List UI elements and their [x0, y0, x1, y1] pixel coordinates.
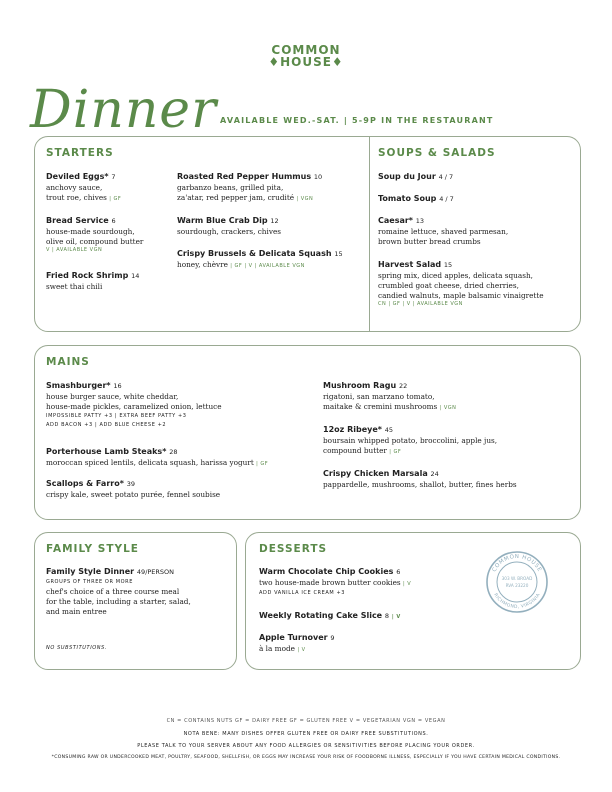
menu-item [323, 468, 573, 490]
mains-heading: MAINS [46, 356, 90, 368]
item-tags: | GF [256, 461, 269, 467]
item-price: 9 [330, 634, 335, 642]
item-desc: crumbled goat cheese, dried cherries, [378, 281, 519, 290]
item-note: GROUPS OF THREE OR MORE [46, 579, 134, 585]
item-price: 24 [430, 470, 439, 478]
item-name: Bread Service [46, 216, 109, 225]
item-price: 4 / 7 [439, 195, 454, 203]
item-tags: | VGN [296, 196, 314, 202]
item-price: 13 [415, 217, 425, 225]
item-desc: sourdough, crackers, chives [177, 227, 282, 236]
no-substitutions-note: NO SUBSTITUTIONS. [46, 645, 108, 651]
item-price: 39 [126, 480, 135, 488]
menu-item [46, 478, 316, 500]
item-tags: | V [391, 614, 401, 620]
item-name: Scallops & Farro* [46, 479, 124, 488]
starters-heading: STARTERS [46, 147, 114, 159]
mains-panel [34, 345, 581, 520]
item-desc: moroccan spiced lentils, delicata squash, harissa yogurt [46, 458, 254, 467]
stamp-inner-2: RVA 23220 [505, 583, 529, 588]
item-price: 12 [270, 217, 279, 225]
menu-item [46, 566, 231, 617]
item-name: Apple Turnover [259, 633, 328, 642]
item-desc: for the table, including a starter, salad, [46, 597, 191, 606]
item-tags: | GF [109, 196, 122, 202]
item-tags: | VGN [439, 405, 457, 411]
item-desc: house-made sourdough, [46, 227, 135, 236]
item-price: 14 [131, 272, 140, 280]
item-desc: brown butter bread crumbs [378, 237, 481, 246]
item-name: Crispy Brussels & Delicata Squash [177, 249, 332, 258]
item-desc: house-made pickles, caramelized onion, lettuce [46, 402, 222, 411]
item-desc: sweet thai chili [46, 282, 103, 291]
item-name: Porterhouse Lamb Steaks* [46, 447, 167, 456]
item-desc: za'atar, red pepper jam, crudité [177, 193, 295, 202]
menu-item [378, 193, 568, 205]
logo-line-1: COMMON [271, 43, 341, 57]
item-addon: ADD BACON +3 | ADD BLUE CHEESE +2 [46, 422, 167, 428]
item-price: 4 / 7 [438, 173, 454, 181]
item-desc: pappardelle, mushrooms, shallot, butter, fines herbs [323, 480, 517, 489]
item-name: Warm Blue Crab Dip [177, 216, 268, 225]
item-desc: anchovy sauce, [46, 183, 103, 192]
item-tags: CN | GF | V | AVAILABLE VGN [378, 301, 463, 307]
item-price: 15 [443, 261, 453, 269]
panel-divider [369, 137, 370, 331]
item-name: Soup du Jour [378, 172, 436, 181]
stamp-inner-1: 303 W. BROAD [501, 576, 533, 581]
item-desc: house burger sauce, white cheddar, [46, 392, 179, 401]
item-name: Warm Chocolate Chip Cookies [259, 567, 394, 576]
item-name: Smashburger* [46, 381, 111, 390]
item-desc: à la mode [259, 644, 295, 653]
item-price: 45 [384, 426, 394, 434]
item-desc: crispy kale, sweet potato purée, fennel soubise [46, 490, 221, 499]
item-name: 12oz Ribeye* [323, 425, 382, 434]
item-name: Deviled Eggs* [46, 172, 109, 181]
item-desc: maitake & cremini mushrooms [323, 402, 438, 411]
stamp-top-text: COMMON HOUSE [491, 553, 543, 574]
item-desc: chef's choice of a three course meal [46, 587, 180, 596]
item-name: Caesar* [378, 216, 413, 225]
starters-soups-panel [34, 136, 581, 332]
item-tags: | V [297, 647, 306, 653]
item-price: 7 [111, 173, 116, 181]
menu-item [378, 215, 568, 247]
item-tags: | GF | V | AVAILABLE VGN [230, 263, 305, 269]
item-tags: | V [403, 581, 412, 587]
soups-heading: SOUPS & SALADS [378, 147, 496, 159]
item-name: Tomato Soup [378, 194, 437, 203]
item-price: 15 [334, 250, 343, 258]
item-price: 28 [169, 448, 178, 456]
page-title: Dinner [30, 80, 217, 140]
menu-item [323, 424, 573, 457]
item-desc: boursain whipped potato, broccolini, apple jus, [323, 436, 498, 445]
item-price: 49/PERSON [136, 568, 175, 576]
item-price: 8 [384, 612, 390, 620]
footer-note-2: PLEASE TALK TO YOUR SERVER ABOUT ANY FOOD ALLERGIES OR SENSITIVITIES BEFORE PLACING YOUR ORDER. [137, 743, 475, 749]
menu-item [323, 380, 573, 413]
menu-item [259, 566, 479, 598]
menu-item [177, 215, 367, 237]
item-desc: garbanzo beans, grilled pita, [177, 183, 284, 192]
logo-line-2: ♦HOUSE♦ [268, 55, 344, 69]
item-tags: | GF [389, 449, 402, 455]
item-price: 10 [313, 173, 323, 181]
item-desc: romaine lettuce, shaved parmesan, [378, 227, 509, 236]
item-desc: two house-made brown butter cookies [259, 578, 401, 587]
footer-note-1: NOTA BENE: MANY DISHES OFFER GLUTEN FREE OR DAIRY FREE SUBSTITUTIONS. [183, 731, 429, 737]
item-price: 6 [396, 568, 401, 576]
family-heading: FAMILY STYLE [46, 543, 139, 555]
item-desc: rigatoni, san marzano tomato, [323, 392, 435, 401]
item-name: Mushroom Ragu [323, 381, 397, 390]
family-style-panel [34, 532, 237, 670]
menu-item [259, 632, 479, 655]
common-house-logo [0, 44, 612, 68]
item-price: 22 [398, 382, 408, 390]
item-addon: ADD VANILLA ICE CREAM +3 [259, 590, 346, 596]
item-name: Weekly Rotating Cake Slice [259, 611, 383, 620]
item-name: Roasted Red Pepper Hummus [177, 172, 312, 181]
desserts-heading: DESSERTS [259, 543, 328, 555]
item-desc: olive oil, compound butter [46, 237, 144, 246]
menu-item [259, 610, 479, 623]
menu-item [46, 446, 316, 469]
item-name: Fried Rock Shrimp [46, 271, 129, 280]
menu-item [378, 259, 568, 307]
menu-item [46, 380, 316, 430]
item-addon: IMPOSSIBLE PATTY +3 | EXTRA BEEF PATTY +3 [46, 413, 187, 419]
item-desc: candied walnuts, maple balsamic vinaigrette [378, 291, 544, 300]
item-desc: compound butter [323, 446, 387, 455]
dietary-legend: CN = CONTAINS NUTS GF = DAIRY FREE GF = GLUTEN FREE V = VEGETARIAN VGN = VEGAN [166, 718, 446, 724]
menu-item [177, 248, 367, 271]
item-desc: spring mix, diced apples, delicata squash, [378, 271, 533, 280]
menu-item [177, 171, 367, 204]
item-tags: V | AVAILABLE VGN [46, 247, 103, 253]
item-name: Harvest Salad [378, 260, 442, 269]
common-house-stamp-icon [485, 550, 549, 614]
item-price: 16 [113, 382, 122, 390]
footer-note-3: *CONSUMING RAW OR UNDERCOOKED MEAT, POULTRY, SEAFOOD, SHELLFISH, OR EGGS MAY INCREASE YOUR RISK OF FOODBORNE ILLNESS, ESPECIALLY IF YOU HAVE CERTAIN MEDICAL CONDITIONS. [51, 755, 561, 760]
item-name: Family Style Dinner [46, 567, 135, 576]
menu-item [378, 171, 568, 183]
menu-item [46, 270, 236, 292]
item-desc: and main entree [46, 607, 107, 616]
item-name: Crispy Chicken Marsala [323, 469, 428, 478]
availability-text: AVAILABLE WED.-SAT. | 5-9P IN THE RESTAURANT [220, 116, 494, 125]
item-desc: honey, chèvre [177, 260, 228, 269]
stamp-bottom-text: RICHMOND, VIRGINIA [492, 592, 542, 611]
item-desc: trout roe, chives [46, 193, 107, 202]
svg-text:COMMON HOUSE [492, 554, 543, 573]
item-price: 6 [111, 217, 116, 225]
